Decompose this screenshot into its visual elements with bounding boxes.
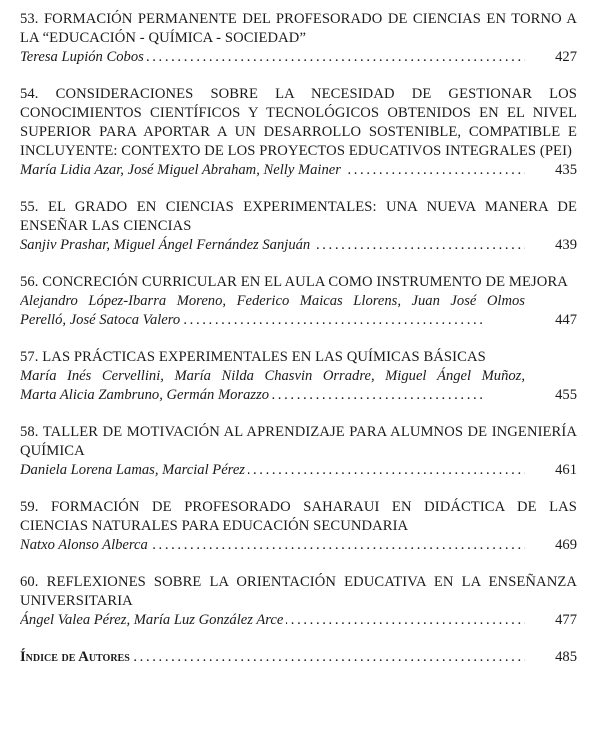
author-index-page-number: 485 bbox=[555, 649, 577, 665]
entry-author-line bbox=[20, 461, 577, 480]
entry-authors: Teresa Lupión Cobos . . . bbox=[20, 48, 525, 67]
toc-entry-53 bbox=[20, 10, 577, 67]
author-index-label: Índice de Autores . . . bbox=[20, 648, 525, 667]
entry-title: 58. TALLER DE MOTIVACIÓN AL APRENDIZAJE PARA ALUMNOS DE INGENIERÍA QUÍMICA bbox=[20, 424, 577, 459]
entry-title: 53. FORMACIÓN PERMANENTE DEL PROFESORADO DE CIENCIAS EN TORNO A LA “EDUCACIÓN - QUÍMICA - SOCIEDAD” bbox=[20, 11, 577, 46]
entry-title: 57. LAS PRÁCTICAS EXPERIMENTALES EN LAS QUÍMICAS BÁSICAS bbox=[20, 349, 486, 365]
entry-page-number: 477 bbox=[555, 612, 577, 628]
entry-title: 54. CONSIDERACIONES SOBRE LA NECESIDAD DE GESTIONAR LOS CONOCIMIENTOS CIENTÍFICOS Y TECNOLÓGICOS OBTENIDOS EN EL NIVEL SUPERIOR PARA APORTAR A UN DESARROLLO SOSTENIBLE, COMPATIBLE E INCLUYENTE: CONTEXTO DE LOS PROYECTOS EDUCATIVOS INTEGRALES (PEI) bbox=[20, 86, 577, 159]
entry-page-number: 469 bbox=[555, 537, 577, 553]
entry-author-line bbox=[20, 161, 577, 180]
entry-page-number: 455 bbox=[555, 387, 577, 403]
entry-author-line bbox=[20, 236, 577, 255]
entry-author-line bbox=[20, 48, 577, 67]
entry-title: 59. FORMACIÓN DE PROFESORADO SAHARAUI EN DIDÁCTICA DE LAS CIENCIAS NATURALES PARA EDUCACIÓN SECUNDARIA bbox=[20, 499, 577, 534]
entry-authors: Daniela Lorena Lamas, Marcial Pérez . . . bbox=[20, 461, 525, 480]
entry-authors: Sanjiv Prashar, Miguel Ángel Fernández Sanjuán . . . bbox=[20, 236, 525, 255]
toc-entry-58 bbox=[20, 423, 577, 480]
entry-author-line bbox=[20, 292, 577, 330]
entry-page-number: 447 bbox=[555, 312, 577, 328]
table-of-contents bbox=[20, 10, 577, 667]
entry-page-number: 427 bbox=[555, 49, 577, 65]
entry-title: 60. REFLEXIONES SOBRE LA ORIENTACIÓN EDUCATIVA EN LA ENSEÑANZA UNIVERSITARIA bbox=[20, 574, 577, 609]
author-index-entry bbox=[20, 648, 577, 667]
toc-entry-56 bbox=[20, 273, 577, 330]
toc-entry-57 bbox=[20, 348, 577, 405]
entry-title: 55. EL GRADO EN CIENCIAS EXPERIMENTALES: UNA NUEVA MANERA DE ENSEÑAR LAS CIENCIAS bbox=[20, 199, 577, 234]
entry-authors: Natxo Alonso Alberca . . . bbox=[20, 536, 525, 555]
entry-page-number: 439 bbox=[555, 237, 577, 253]
entry-page-number: 461 bbox=[555, 462, 577, 478]
entry-authors: Alejandro López-Ibarra Moreno, Federico Maicas Llorens, Juan José Olmos Perelló, José Satoca Valero . . . bbox=[20, 292, 525, 330]
entry-author-line bbox=[20, 367, 577, 405]
toc-entry-60 bbox=[20, 573, 577, 630]
entry-author-line bbox=[20, 611, 577, 630]
entry-title: 56. CONCRECIÓN CURRICULAR EN EL AULA COMO INSTRUMENTO DE MEJORA bbox=[20, 274, 568, 290]
entry-page-number: 435 bbox=[555, 162, 577, 178]
toc-entry-59 bbox=[20, 498, 577, 555]
entry-author-line bbox=[20, 536, 577, 555]
entry-authors: Ángel Valea Pérez, María Luz González Arce . . . bbox=[20, 611, 525, 630]
toc-entry-54 bbox=[20, 85, 577, 180]
toc-entry-55 bbox=[20, 198, 577, 255]
entry-authors: María Inés Cervellini, María Nilda Chasvin Orradre, Miguel Ángel Muñoz, Marta Alicia Zambruno, Germán Morazzo . . . bbox=[20, 367, 525, 405]
entry-authors: María Lidia Azar, José Miguel Abraham, Nelly Mainer . . . bbox=[20, 161, 525, 180]
